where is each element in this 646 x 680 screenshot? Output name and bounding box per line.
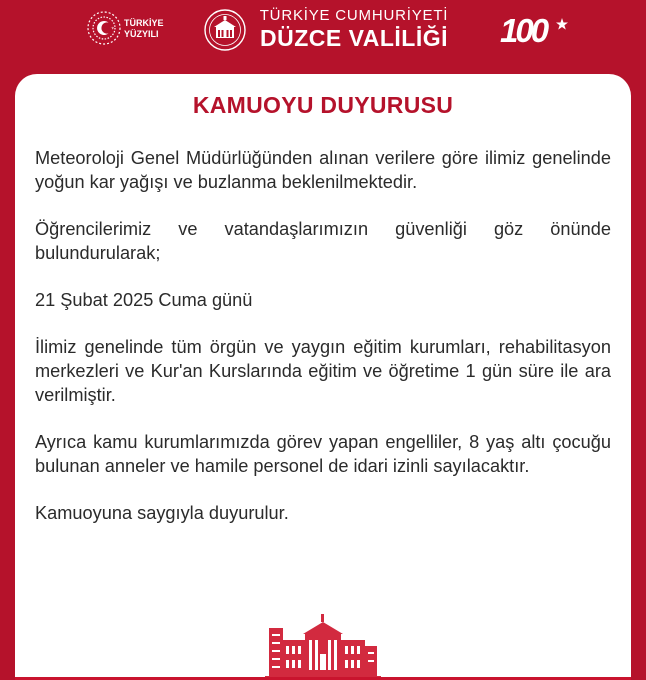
announcement-title: KAMUOYU DUYURUSU xyxy=(192,92,454,118)
organization-title xyxy=(254,7,454,51)
logo-text-line1: TÜRKİYE xyxy=(124,18,164,28)
paragraph-closing: Kamuoyuna saygıyla duyurulur. xyxy=(35,503,289,523)
announcement-body xyxy=(35,146,611,548)
announcement-panel xyxy=(15,74,631,680)
governorship-building-illustration xyxy=(265,610,381,680)
turkiye-yuzyili-logo xyxy=(86,8,172,48)
paragraph-safety: Öğrencilerimiz ve vatandaşlarımızın güvenliği göz önünde bulundurularak; xyxy=(35,219,611,263)
paragraph-weather: Meteoroloji Genel Müdürlüğünden alınan verilere göre ilimiz genelinde yoğun kar yağışı ve buzlanma beklenilmektedir. xyxy=(35,148,611,192)
paragraph-date: 21 Şubat 2025 Cuma günü xyxy=(35,290,253,310)
centennial-100-logo xyxy=(498,10,570,50)
paragraph-school-closure: İlimiz genelinde tüm örgün ve yaygın eğitim kurumları, rehabilitasyon merkezleri ve Kur'an Kurslarında eğitim ve öğretime 1 gün süre ile ara verilmiştir. xyxy=(35,337,611,405)
header-bar xyxy=(0,0,646,60)
governorship-emblem xyxy=(203,5,247,55)
organization-country: TÜRKİYE CUMHURİYETİ xyxy=(259,7,449,24)
organization-name: DÜZCE VALİLİĞİ xyxy=(259,25,448,51)
logo-text-line2: YÜZYILI xyxy=(124,29,159,39)
star-icon xyxy=(556,18,568,30)
paragraph-administrative-leave: Ayrıca kamu kurumlarımızda görev yapan engelliler, 8 yaş altı çocuğu bulunan anneler ve hamile personel de idari izinli sayılacaktır. xyxy=(35,432,611,476)
logo-100-text: 100 xyxy=(500,12,547,49)
